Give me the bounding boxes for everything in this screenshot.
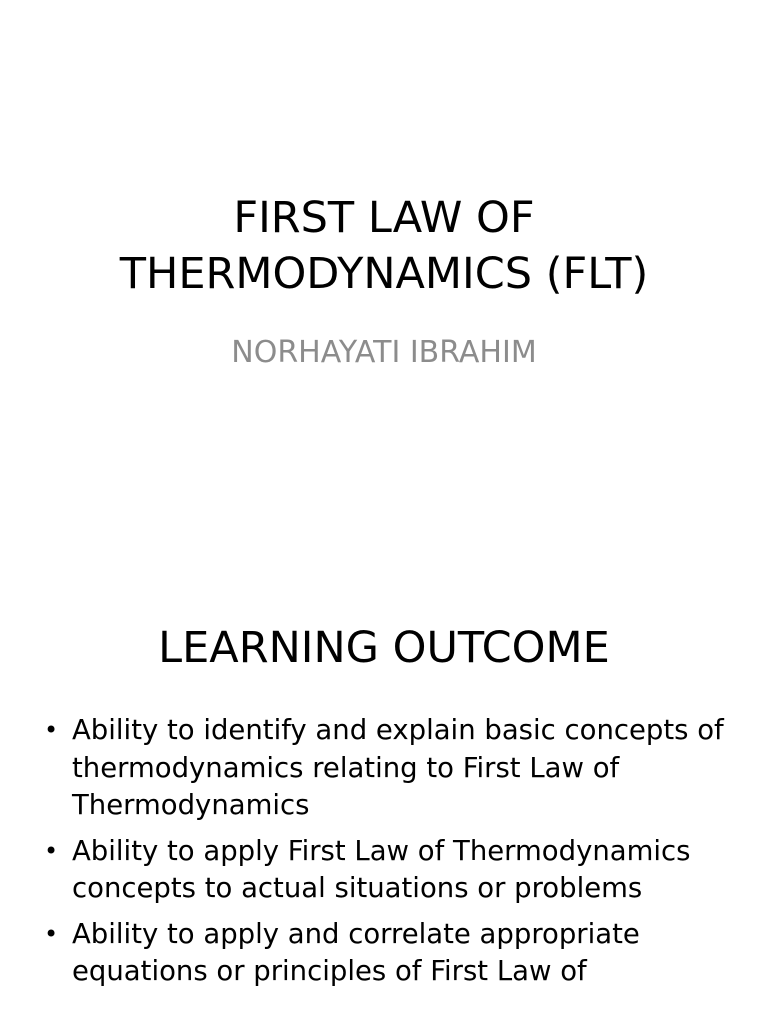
list-item xyxy=(40,833,730,908)
presentation-title xyxy=(40,190,728,302)
bullet-icon: • xyxy=(44,836,59,865)
author-subtitle: NORHAYATI IBRAHIM xyxy=(231,335,537,370)
list-item xyxy=(40,712,730,825)
title-line: FIRST LAW OF xyxy=(233,193,535,243)
title-line: THERMODYNAMICS (FLT) xyxy=(119,249,649,299)
list-item xyxy=(40,916,730,991)
outcome-list xyxy=(40,712,730,999)
list-item-text: Ability to apply and correlate appropriate equations or principles of First Law of xyxy=(72,917,640,987)
list-item-text: Ability to identify and explain basic concepts of thermodynamics relating to First Law of Thermodynamics xyxy=(72,714,724,821)
list-item-text: Ability to apply First Law of Thermodynamics concepts to actual situations or problems xyxy=(72,834,691,904)
slide-title: LEARNING OUTCOME xyxy=(158,623,610,673)
bullet-icon: • xyxy=(44,716,59,744)
bullet-icon: • xyxy=(44,919,59,948)
learning-outcome-slide xyxy=(0,576,768,1024)
